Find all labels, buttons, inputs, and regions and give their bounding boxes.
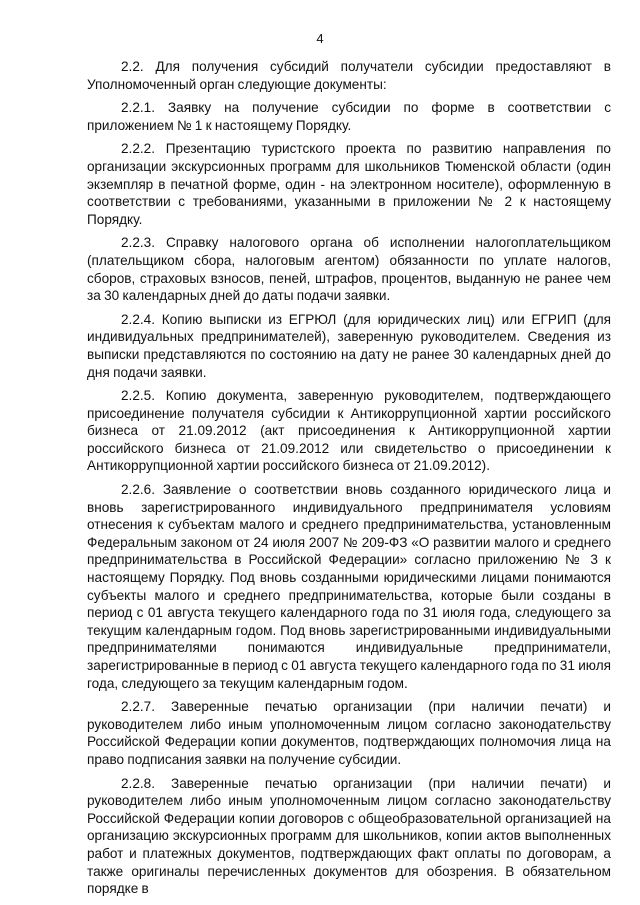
paragraph-2-2-7: 2.2.7. Заверенные печатью организации (при наличии печати) и руководителем либо иным уполномоченным лицом согласно законодательству Российской Федерации копии документов, подтверждающих полномочия лица на право подписания заявки на получение субсидии. xyxy=(87,699,611,767)
paragraph-2-2-1: 2.2.1. Заявку на получение субсидии по форме в соответствии с приложением № 1 к настоящему Порядку. xyxy=(87,100,611,133)
paragraph-2-2: 2.2. Для получения субсидий получатели субсидии предоставляют в Уполномоченный орган следующие документы: xyxy=(87,59,611,92)
document-body xyxy=(87,58,611,904)
paragraph-2-2-5: 2.2.5. Копию документа, заверенную руководителем, подтверждающего присоединение получателя субсидии к Антикоррупционной хартии российского бизнеса от 21.09.2012 (акт присоединения к Антикоррупционной хартии российского бизнеса от 21.09.2012 или свидетельство о присоединении к Антикоррупционной хартии российского бизнеса от 21.09.2012). xyxy=(87,388,611,474)
paragraph-2-2-3: 2.2.3. Справку налогового органа об исполнении налогоплательщиком (плательщиком сбора, налоговым агентом) обязанности по уплате налогов, сборов, страховых взносов, пеней, штрафов, процентов, выданную не ранее чем за 30 календарных дней до даты подачи заявки. xyxy=(87,235,611,304)
page-number: 4 xyxy=(316,31,324,46)
paragraph-2-2-8: 2.2.8. Заверенные печатью организации (при наличии печати) и руководителем либо иным уполномоченным лицом согласно законодательству Российской Федерации копии договоров с общеобразовательной организацией на организацию экскурсионных программ для школьников, копии актов выполненных работ и платежных документов, подтверждающих факт оплаты по договорам, а также оригиналы перечисленных документов для обозрения. В обязательном порядке в xyxy=(87,775,611,897)
paragraph-2-2-4: 2.2.4. Копию выписки из ЕГРЮЛ (для юридических лиц) или ЕГРИП (для индивидуальных предпринимателей), заверенную руководителем. Сведения из выписки представляются по состоянию на дату не ранее 30 календарных дней до дня подачи заявки. xyxy=(87,311,611,380)
paragraph-2-2-6: 2.2.6. Заявление о соответствии вновь созданного юридического лица и вновь зарегистрированного индивидуального предпринимателя условиям отнесения к субъектам малого и среднего предпринимательства, установленным Федеральным законом от 24 июля 2007 № 209-ФЗ «О развитии малого и среднего предпринимательства в Российской Федерации» согласно приложению № 3 к настоящему Порядку. Под вновь созданными юридическими лицами понимаются субъекты малого и среднего предпринимательства, которые были созданы в период с 01 августа текущего календарного года по 31 июля года, следующего за текущим календарным годом. Под вновь зарегистрированными индивидуальными предпринимателями понимаются индивидуальные предприниматели, зарегистрированные в период с 01 августа текущего календарного года по 31 июля года, следующего за текущим календарным годом. xyxy=(87,482,611,691)
paragraph-2-2-2: 2.2.2. Презентацию туристского проекта по развитию направления по организации экскурсионных программ для школьников Тюменской области (один экземпляр в печатной форме, один - на электронном носителе), оформленную в соответствии с требованиями, указанными в приложении № 2 к настоящему Порядку. xyxy=(87,141,611,227)
